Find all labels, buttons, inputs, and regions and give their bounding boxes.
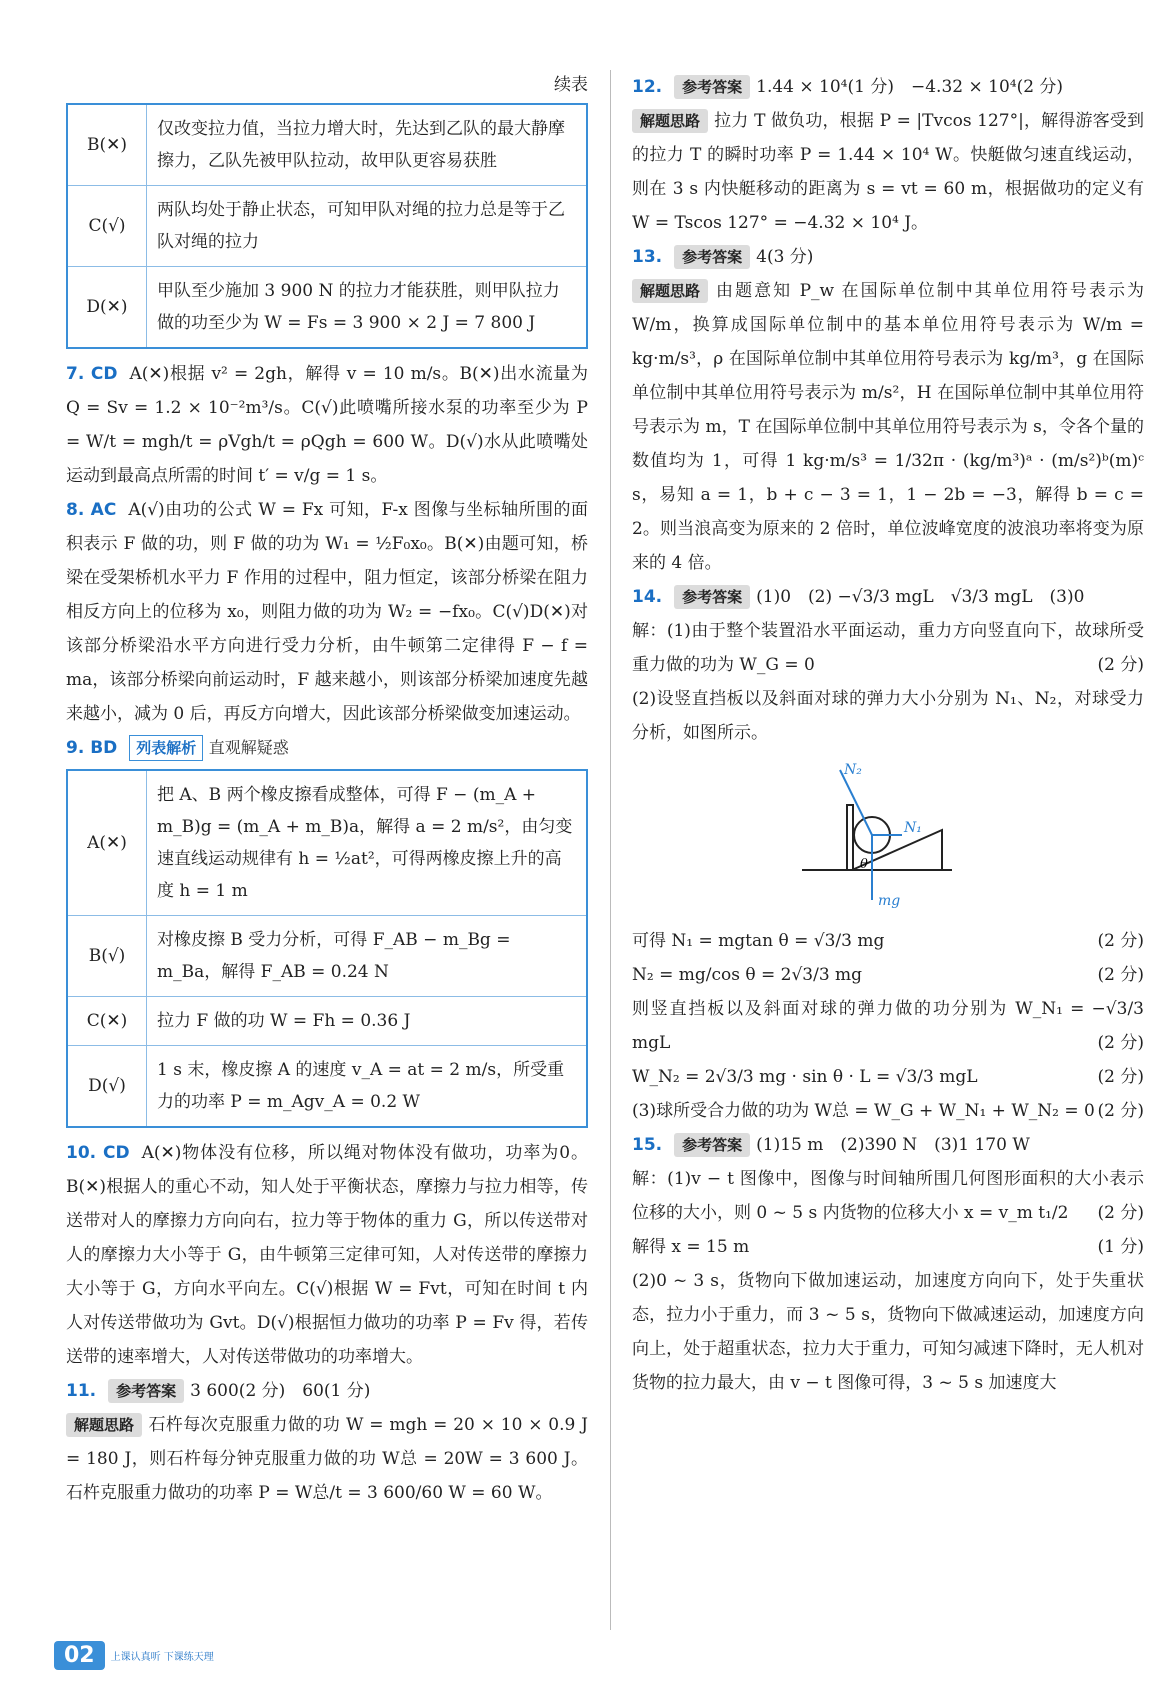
theta-label: θ xyxy=(860,857,868,872)
answer-12: 12. 参考答案 1.44 × 10⁴(1 分) −4.32 × 10⁴(2 分) xyxy=(632,77,1064,97)
answer-13: 13. 参考答案 4(3 分) xyxy=(632,247,814,267)
n2-label: N₂ xyxy=(844,762,862,778)
table-row: B(✕) 仅改变拉力值，当拉力增大时，先达到乙队的最大静摩擦力，乙队先被甲队拉动，故甲队更容易获胜 xyxy=(67,104,587,186)
answer-8: 8. AC A(√)由功的公式 W = Fx 可知，F-x 图像与坐标轴所围的面积表示 F 做的功，则 F 做的功为 W₁ = ½F₀x₀。B(✕)由题可知，桥梁在受架桥机水平力 F 作用的过程中，阻力恒定，该部分桥梁在阻力相反方向上的位移为 x₀，则阻力做的功为 W₂ = −fx₀。C(√)D(✕)对该部分桥梁沿水平方向进行受力分析，由牛顿第二定律得 F − f = ma，该部分桥梁向前运动时，F 越来越小，则该部分桥梁加速度先越来越小，减为 0 后，再反方向增大，因此该部分桥梁做变加速运动。 xyxy=(66,500,588,724)
table-row: D(✕) 甲队至少施加 3 900 N 的拉力才能获胜，则甲队拉力做的功至少为 W = Fs = 3 900 × 2 J = 7 800 J xyxy=(67,267,587,349)
answer-11-idea: 解题思路 石杵每次克服重力做的功 W = mgh = 20 × 10 × 0.9 J = 180 J，则石杵每分钟克服重力做的功 W总 = 20W = 3 600 J。石杵克服重力做功的功率 P = W总/t = 3 600/60 W = 60 W。 xyxy=(66,1415,588,1503)
q14-line: N₂ = mg/cos θ = 2√3/3 mg (2 分) xyxy=(632,965,1144,985)
answer-10: 10. CD A(✕)物体没有位移，所以绳对物体没有做功，功率为0。B(✕)根据人的重心不动，知人处于平衡状态，摩擦力与拉力相等，传送带对人的摩擦力方向向右，拉力等于物体的重力 G，所以传送带对人的摩擦力大小等于 G，由牛顿第三定律可知，人对传送带的摩擦力大小等于 G，方向水平向左。C(√)根据 W = Fvt，可知在时间 t 内人对传送带做功为 Gvt。D(√)根据恒力做功的功率 P = Fv 得，若传送带的速率增大，人对传送带做功的功率增大。 xyxy=(66,1143,588,1367)
q14-line: 则竖直挡板以及斜面对球的弹力做的功分别为 W_N₁ = −√3/3 mgL (2 分) xyxy=(632,999,1144,1053)
answer-12-idea: 解题思路 拉力 T 做负功，根据 P = |Tvcos 127°|，解得游客受到的拉力 T 的瞬时功率 P = 1.44 × 10⁴ W。快艇做匀速直线运动，则在 3 s 内快艇移动的距离为 s = vt = 60 m，根据做功的定义有 W = Tscos 127° = −4.32 × 10⁴ J。 xyxy=(632,111,1144,233)
table-row: C(✕) 拉力 F 做的功 W = Fh = 0.36 J xyxy=(67,997,587,1046)
q14-line: (3)球所受合力做的功为 W总 = W_G + W_N₁ + W_N₂ = 0 (2 分) xyxy=(632,1101,1144,1121)
table-row: D(√) 1 s 末，橡皮擦 A 的速度 v_A = at = 2 m/s，所受重力的功率 P = m_Agv_A = 0.2 W xyxy=(67,1046,587,1128)
force-diagram xyxy=(792,760,992,910)
continued-label: 续表 xyxy=(554,75,588,95)
page-number: 02 xyxy=(54,1641,105,1670)
judgement-table-1 xyxy=(66,103,588,349)
page-footer xyxy=(54,1641,214,1670)
q14-line: (2)设竖直挡板以及斜面对球的弹力大小分别为 N₁、N₂，对球受力分析，如图所示。 xyxy=(632,689,1144,743)
left-column xyxy=(66,70,588,1510)
list-analysis-tag: 列表解析 xyxy=(129,735,203,761)
table-row: A(✕) 把 A、B 两个橡皮擦看成整体，可得 F − (m_A + m_B)g = (m_A + m_B)a，解得 a = 2 m/s²，由匀变速直线运动规律有 h = ½at²，可得两橡皮擦上升的高度 h = 1 m xyxy=(67,770,587,916)
q14-line: 可得 N₁ = mgtan θ = √3/3 mg (2 分) xyxy=(632,931,1144,951)
q15-line: 解得 x = 15 m (1 分) xyxy=(632,1237,1144,1257)
answer-14: 14. 参考答案 (1)0 (2) −√3/3 mgL √3/3 mgL (3)0 xyxy=(632,587,1085,607)
answer-7: 7. CD A(✕)根据 v² = 2gh，解得 v = 10 m/s。B(✕)出水流量为 Q = Sv = 1.2 × 10⁻²m³/s。C(√)此喷嘴所接水泵的功率至少为 P = W/t = mgh/t = ρVgh/t = ρQgh = 600 W。D(√)水从此喷嘴处运动到最高点所需的时间 t′ = v/g = 1 s。 xyxy=(66,364,588,486)
mg-label: mg xyxy=(878,893,901,909)
q15-line: (2)0 ~ 3 s，货物向下做加速运动，加速度方向向下，处于失重状态，拉力小于重力，而 3 ~ 5 s，货物向下做减速运动，加速度方向向上，处于超重状态，拉力大于重力，可知匀减速下降时，无人机对货物的拉力最大，由 v − t 图像可得，3 ~ 5 s 加速度大 xyxy=(632,1271,1144,1393)
judgement-table-2 xyxy=(66,769,588,1128)
q14-line: W_N₂ = 2√3/3 mg · sin θ · L = √3/3 mgL (2 分) xyxy=(632,1067,1144,1087)
answer-13-idea: 解题思路 由题意知 P_w 在国际单位制中其单位用符号表示为 W/m，换算成国际单位制中的基本单位用符号表示为 W/m = kg·m/s³，ρ 在国际单位制中其单位用符号表示为 kg/m³，g 在国际单位制中其单位用符号表示为 m/s²，H 在国际单位制中其单位用符号表示为 m，T 在国际单位制中其单位用符号表示为 s，令各个量的数值均为 1，可得 1 kg·m/s³ = 1/32π · (kg/m³)ᵃ · (m/s²)ᵇ(m)ᶜ s，易知 a = 1，b + c − 3 = 1，1 − 2b = −3，解得 b = c = 2。则当浪高变为原来的 2 倍时，单位波峰宽度的波浪功率将变为原来的 4 倍。 xyxy=(632,281,1144,573)
column-divider xyxy=(610,70,611,1630)
table-row: B(√) 对橡皮擦 B 受力分析，可得 F_AB − m_Bg = m_Ba，解得 F_AB = 0.24 N xyxy=(67,916,587,997)
answer-15: 15. 参考答案 (1)15 m (2)390 N (3)1 170 W xyxy=(632,1135,1030,1155)
n1-label: N₁ xyxy=(904,820,922,836)
right-column xyxy=(632,70,1144,1400)
answer-9: 9. BD 列表解析 直观解疑惑 xyxy=(66,731,588,765)
q14-line: 解：(1)由于整个装置沿水平面运动，重力方向竖直向下，故球所受重力做的功为 W_G = 0 (2 分) xyxy=(632,621,1144,675)
q15-line: 解：(1)v − t 图像中，图像与时间轴所围几何图形面积的大小表示位移的大小，则 0 ~ 5 s 内货物的位移大小 x = v_m t₁/2 (2 分) xyxy=(632,1169,1144,1223)
answer-11: 11. 参考答案 3 600(2 分) 60(1 分) xyxy=(66,1381,371,1401)
footer-slogan: 上课认真听 下课练天理 xyxy=(110,1652,214,1663)
table-row: C(√) 两队均处于静止状态，可知甲队对绳的拉力总是等于乙队对绳的拉力 xyxy=(67,186,587,267)
